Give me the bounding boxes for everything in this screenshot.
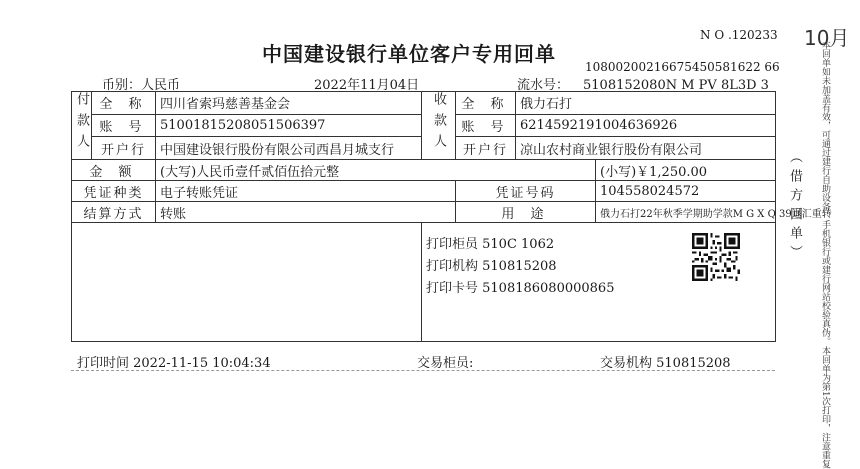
payer-name: 四川省索玛慈善基金会: [156, 92, 422, 115]
serial-number: N O .120233: [700, 28, 778, 42]
payer-account: 51001815208051506397: [156, 114, 422, 137]
amount-figures: (小写)￥1,250.00: [596, 160, 776, 181]
settlement-label: 结算方式: [72, 202, 156, 223]
payee-bank-label: 开户行: [456, 137, 516, 160]
print-teller: 打印柜员 510C 1062: [426, 237, 555, 252]
purpose-value: 俄力石打22年秋季学期助学款M G X Q 39退汇重转: [596, 202, 776, 223]
table-row: [72, 92, 776, 115]
document-title: 中国建设银行单位客户专用回单: [262, 42, 556, 66]
footer-rule: [71, 370, 775, 371]
settlement-method: 转账: [156, 202, 456, 223]
table-row: [72, 181, 776, 202]
currency-value: 人民币: [141, 78, 181, 93]
table-row: [72, 202, 776, 223]
flow-number-value: 5108152080N M PV 8L3D 3: [583, 78, 769, 93]
document-date: 2022年11月04日: [314, 78, 420, 93]
payer-bank-label: 开户行: [92, 137, 156, 160]
purpose-label: 用 途: [456, 202, 596, 223]
voucher-type-label: 凭证种类: [72, 181, 156, 202]
payee-name-label: 全 称: [456, 92, 516, 115]
payer-account-label: 账 号: [92, 114, 156, 137]
amount-label: 金 额: [72, 160, 156, 181]
table-row: [72, 223, 776, 342]
amount-words: (大写)人民币壹仟贰佰伍拾元整: [156, 160, 596, 181]
long-reference-number: 10800200216675450581622 66: [585, 60, 780, 74]
payer-side-label: 付款人: [72, 92, 92, 160]
transaction-organization: 交易机构 510815208: [600, 356, 731, 371]
flow-number-label: 流水号：: [517, 78, 570, 93]
voucher-type: 电子转账凭证: [156, 181, 456, 202]
transaction-teller: 交易柜员:: [417, 356, 474, 371]
payee-account: 6214592191004636926: [516, 114, 776, 137]
print-card-number: 打印卡号 5108186080000865: [426, 281, 615, 296]
handwritten-note: 10月: [804, 26, 850, 50]
payee-name: 俄力石打: [516, 92, 776, 115]
verification-note: 本回单如未加盖有效，可通过建行自助设备、手机银行或建行网站校验真伪。本回单为第1次打印，注意重复: [820, 40, 830, 469]
voucher-number: 104558024572: [596, 181, 776, 202]
payee-bank: 凉山农村商业银行股份有限公司: [516, 137, 776, 160]
qr-code: [692, 233, 740, 281]
blank-area: [72, 223, 422, 342]
payee-side-label: 收款人: [422, 92, 456, 160]
debit-receipt-label: （借方回单）: [787, 150, 802, 264]
payer-name-label: 全 称: [92, 92, 156, 115]
currency-label: 币别：: [102, 78, 142, 93]
table-row: [72, 160, 776, 181]
voucher-number-label: 凭证号码: [456, 181, 596, 202]
print-organization: 打印机构 510815208: [426, 259, 557, 274]
print-time: 打印时间 2022-11-15 10:04:34: [77, 356, 271, 371]
payer-bank: 中国建设银行股份有限公司西昌月城支行: [156, 137, 422, 160]
payee-account-label: 账 号: [456, 114, 516, 137]
